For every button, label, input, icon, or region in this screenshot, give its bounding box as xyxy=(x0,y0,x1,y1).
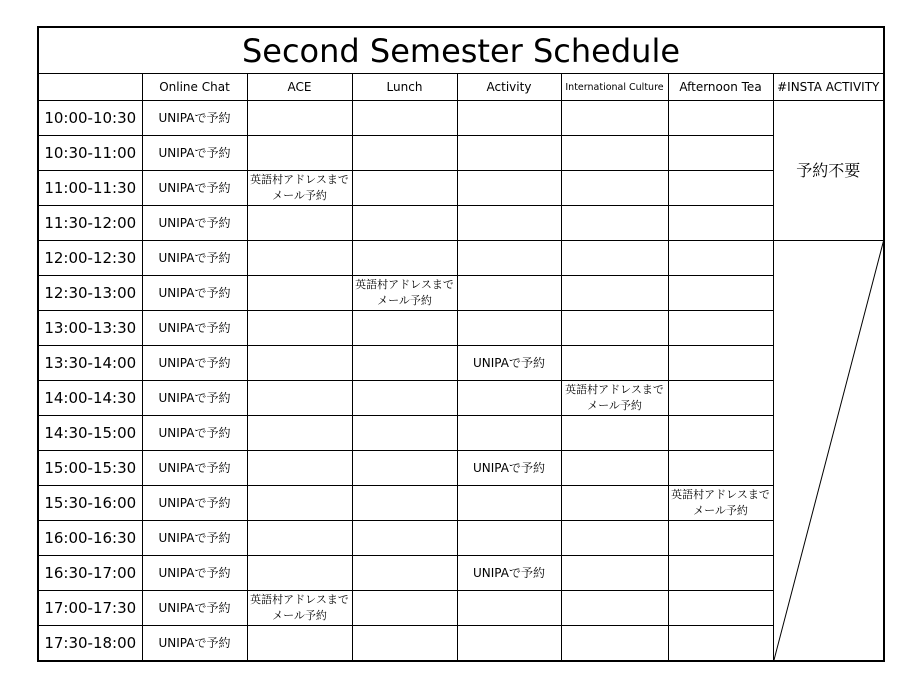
cell-ace xyxy=(247,276,352,311)
table-row xyxy=(38,486,884,521)
table-row xyxy=(38,416,884,451)
cell-online-chat: UNIPAで予約 xyxy=(142,241,247,276)
cell-afternoon-tea xyxy=(668,311,773,346)
cell-international-culture xyxy=(561,101,668,136)
cell-lunch xyxy=(352,381,457,416)
cell-activity xyxy=(457,591,561,626)
cell-lunch xyxy=(352,311,457,346)
time-slot: 14:30-15:00 xyxy=(38,416,142,451)
cell-afternoon-tea xyxy=(668,381,773,416)
cell-lunch xyxy=(352,206,457,241)
time-slot: 11:30-12:00 xyxy=(38,206,142,241)
cell-afternoon-tea xyxy=(668,171,773,206)
cell-activity xyxy=(457,486,561,521)
cell-international-culture xyxy=(561,626,668,662)
cell-online-chat: UNIPAで予約 xyxy=(142,101,247,136)
cell-international-culture xyxy=(561,591,668,626)
cell-ace xyxy=(247,451,352,486)
table-row xyxy=(38,136,884,171)
table-row xyxy=(38,346,884,381)
table-row xyxy=(38,521,884,556)
cell-online-chat: UNIPAで予約 xyxy=(142,276,247,311)
time-slot: 17:30-18:00 xyxy=(38,626,142,662)
cell-activity xyxy=(457,276,561,311)
cell-afternoon-tea xyxy=(668,101,773,136)
cell-afternoon-tea xyxy=(668,346,773,381)
column-header-ace: ACE xyxy=(247,74,352,101)
cell-ace xyxy=(247,381,352,416)
cell-ace xyxy=(247,311,352,346)
column-header-online-chat: Online Chat xyxy=(142,74,247,101)
cell-afternoon-tea xyxy=(668,136,773,171)
cell-lunch xyxy=(352,136,457,171)
cell-ace xyxy=(247,521,352,556)
cell-afternoon-tea xyxy=(668,451,773,486)
cell-international-culture xyxy=(561,171,668,206)
cell-ace xyxy=(247,486,352,521)
cell-afternoon-tea xyxy=(668,416,773,451)
schedule-table xyxy=(37,26,885,662)
table-row xyxy=(38,171,884,206)
cell-lunch xyxy=(352,171,457,206)
table-row xyxy=(38,451,884,486)
time-slot: 10:30-11:00 xyxy=(38,136,142,171)
cell-lunch xyxy=(352,591,457,626)
cell-afternoon-tea xyxy=(668,591,773,626)
cell-activity xyxy=(457,101,561,136)
time-slot: 15:30-16:00 xyxy=(38,486,142,521)
cell-lunch: 英語村アドレスまで メール予約 xyxy=(352,276,457,311)
cell-lunch xyxy=(352,101,457,136)
table-row xyxy=(38,311,884,346)
column-header-international-culture: International Culture xyxy=(561,74,668,101)
cell-international-culture xyxy=(561,521,668,556)
cell-lunch xyxy=(352,626,457,662)
cell-online-chat: UNIPAで予約 xyxy=(142,206,247,241)
cell-ace: 英語村アドレスまで メール予約 xyxy=(247,591,352,626)
cell-lunch xyxy=(352,416,457,451)
table-row xyxy=(38,206,884,241)
cell-ace xyxy=(247,346,352,381)
table-row xyxy=(38,241,884,276)
table-row xyxy=(38,381,884,416)
cell-activity: UNIPAで予約 xyxy=(457,346,561,381)
time-slot: 14:00-14:30 xyxy=(38,381,142,416)
cell-online-chat: UNIPAで予約 xyxy=(142,136,247,171)
time-slot: 13:30-14:00 xyxy=(38,346,142,381)
cell-activity xyxy=(457,241,561,276)
cell-ace xyxy=(247,206,352,241)
table-row xyxy=(38,276,884,311)
cell-afternoon-tea: 英語村アドレスまで メール予約 xyxy=(668,486,773,521)
cell-activity xyxy=(457,381,561,416)
cell-ace xyxy=(247,626,352,662)
cell-afternoon-tea xyxy=(668,556,773,591)
column-header-afternoon-tea: Afternoon Tea xyxy=(668,74,773,101)
cell-afternoon-tea xyxy=(668,241,773,276)
cell-online-chat: UNIPAで予約 xyxy=(142,486,247,521)
cell-afternoon-tea xyxy=(668,626,773,662)
time-slot: 16:00-16:30 xyxy=(38,521,142,556)
cell-international-culture xyxy=(561,241,668,276)
page-title: Second Semester Schedule xyxy=(38,27,884,74)
cell-international-culture xyxy=(561,311,668,346)
cell-lunch xyxy=(352,241,457,276)
cell-international-culture xyxy=(561,556,668,591)
table-row xyxy=(38,591,884,626)
cell-lunch xyxy=(352,556,457,591)
time-slot: 17:00-17:30 xyxy=(38,591,142,626)
cell-international-culture xyxy=(561,206,668,241)
cell-afternoon-tea xyxy=(668,521,773,556)
table-row xyxy=(38,626,884,662)
cell-online-chat: UNIPAで予約 xyxy=(142,311,247,346)
column-header-lunch: Lunch xyxy=(352,74,457,101)
time-slot: 12:00-12:30 xyxy=(38,241,142,276)
cell-international-culture xyxy=(561,346,668,381)
cell-international-culture xyxy=(561,136,668,171)
time-slot: 10:00-10:30 xyxy=(38,101,142,136)
cell-online-chat: UNIPAで予約 xyxy=(142,591,247,626)
cell-activity: UNIPAで予約 xyxy=(457,451,561,486)
cell-ace xyxy=(247,136,352,171)
cell-activity xyxy=(457,311,561,346)
column-header-corner xyxy=(38,74,142,101)
cell-lunch xyxy=(352,486,457,521)
time-slot: 16:30-17:00 xyxy=(38,556,142,591)
cell-lunch xyxy=(352,521,457,556)
cell-international-culture: 英語村アドレスまで メール予約 xyxy=(561,381,668,416)
time-slot: 11:00-11:30 xyxy=(38,171,142,206)
cell-activity xyxy=(457,136,561,171)
cell-ace: 英語村アドレスまで メール予約 xyxy=(247,171,352,206)
cell-activity xyxy=(457,626,561,662)
cell-ace xyxy=(247,241,352,276)
column-header-activity: Activity xyxy=(457,74,561,101)
cell-online-chat: UNIPAで予約 xyxy=(142,521,247,556)
cell-ace xyxy=(247,416,352,451)
time-slot: 13:00-13:30 xyxy=(38,311,142,346)
cell-international-culture xyxy=(561,451,668,486)
cell-online-chat: UNIPAで予約 xyxy=(142,626,247,662)
cell-afternoon-tea xyxy=(668,276,773,311)
cell-ace xyxy=(247,556,352,591)
cell-online-chat: UNIPAで予約 xyxy=(142,171,247,206)
cell-activity xyxy=(457,206,561,241)
cell-international-culture xyxy=(561,276,668,311)
time-slot: 12:30-13:00 xyxy=(38,276,142,311)
cell-online-chat: UNIPAで予約 xyxy=(142,556,247,591)
table-row xyxy=(38,101,884,136)
cell-online-chat: UNIPAで予約 xyxy=(142,416,247,451)
cell-online-chat: UNIPAで予約 xyxy=(142,451,247,486)
column-header-insta-activity: #INSTA ACTIVITY xyxy=(773,74,884,101)
cell-afternoon-tea xyxy=(668,206,773,241)
cell-online-chat: UNIPAで予約 xyxy=(142,346,247,381)
cell-ace xyxy=(247,101,352,136)
time-slot: 15:00-15:30 xyxy=(38,451,142,486)
diagonal-strike xyxy=(774,241,884,660)
insta-activity-unavailable xyxy=(773,241,884,662)
cell-lunch xyxy=(352,346,457,381)
cell-international-culture xyxy=(561,416,668,451)
cell-activity: UNIPAで予約 xyxy=(457,556,561,591)
cell-activity xyxy=(457,416,561,451)
cell-activity xyxy=(457,171,561,206)
cell-activity xyxy=(457,521,561,556)
cell-lunch xyxy=(352,451,457,486)
cell-online-chat: UNIPAで予約 xyxy=(142,381,247,416)
insta-activity-note: 予約不要 xyxy=(773,101,884,241)
cell-international-culture xyxy=(561,486,668,521)
table-row xyxy=(38,556,884,591)
